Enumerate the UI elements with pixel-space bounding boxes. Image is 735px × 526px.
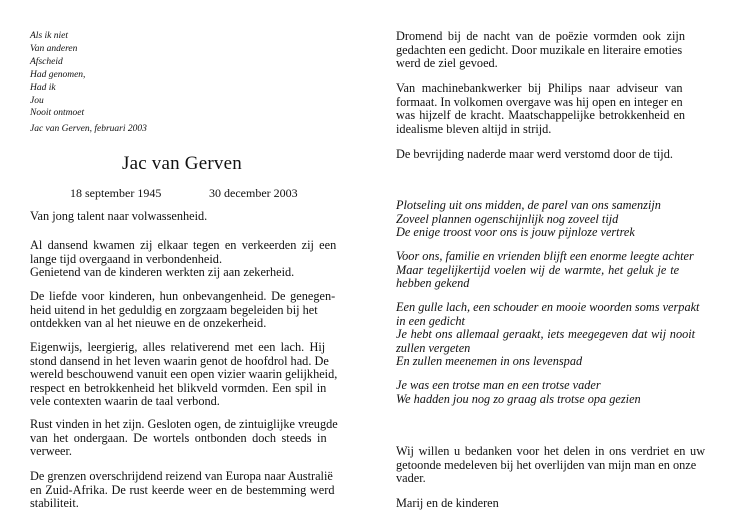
text-line: stond dansend in het leven waarin genot de hoofdrol had. De xyxy=(30,353,329,368)
deceased-name: Jac van Gerven xyxy=(122,153,242,174)
text-line: Van machinebankwerker bij Philips naar adviseur van xyxy=(396,81,683,95)
text-line: ontdekken van al het nieuwe en de onzekerheid. xyxy=(30,316,267,331)
poem-line: Jou xyxy=(30,95,44,106)
left-paragraph-2 xyxy=(30,239,338,280)
right-poem-stanza-4 xyxy=(396,379,700,406)
text-line: De bevrijding naderde maar werd verstomd door de tijd. xyxy=(396,147,673,161)
text-line: Genietend van de kinderen werkten zij aan zekerheid. xyxy=(30,265,295,280)
text-line: getoonde medeleven bij het overlijden van mijn man en onze xyxy=(396,457,697,472)
text-line: respect en betrokkenheid het blikveld vormden. Een spil in xyxy=(30,380,327,395)
text-line: lange tijd overgaand in verbondenheid. xyxy=(30,251,223,266)
poem-author: Jac van Gerven, februari 2003 xyxy=(30,124,147,135)
text-line: stabiliteit. xyxy=(30,496,79,511)
text-line: idealisme bleven altijd in strijd. xyxy=(396,121,552,136)
text-line: gedachten een gedicht. Door muzikale en literaire emoties xyxy=(396,42,683,57)
text-line: De liefde voor kinderen, hun onbevangenheid. De genegen- xyxy=(30,289,336,303)
text-line: Maar tegelijkertijd voelen wij de warmte, het geluk je te xyxy=(396,262,680,277)
left-paragraph-1 xyxy=(30,210,338,224)
text-line: Rust vinden in het zijn. Gesloten ogen, de zintuiglijke vreugde xyxy=(30,417,338,431)
left-paragraph-5 xyxy=(30,418,338,459)
text-line: vele contexten waarin de taal verbond. xyxy=(30,394,220,409)
poem-line: Van anderen xyxy=(30,43,78,54)
text-line: in een gedicht xyxy=(396,313,465,328)
text-line: Je was een trotse man en een trotse vader xyxy=(396,378,601,392)
text-line: Eigenwijs, leergierig, alles relativerend met een lach. Hij xyxy=(30,340,326,354)
text-line: De enige troost voor ons is jouw pijnloze vertrek xyxy=(396,225,635,240)
text-line: Je hebt ons allemaal geraakt, iets meegegeven dat wij nooit xyxy=(396,327,696,342)
right-paragraph-2 xyxy=(396,82,700,136)
right-paragraph-1 xyxy=(396,30,700,71)
text-line: was hijzelf de kracht. Maatschappelijke betrokkenheid en xyxy=(396,108,686,123)
text-line: Al dansend kwamen zij elkaar tegen en verkeerden zij een xyxy=(30,238,337,252)
text-line: Van jong talent naar volwassenheid. xyxy=(30,209,208,223)
text-line: formaat. In volkomen overgave was hij open en integer en xyxy=(396,94,683,109)
text-line: zullen vergeten xyxy=(396,340,471,355)
text-line: Wij willen u bedanken voor het delen in ons verdriet en uw xyxy=(396,444,706,458)
text-line: We hadden jou nog zo graag als trotse opa gezien xyxy=(396,391,641,406)
thanks-paragraph xyxy=(396,444,706,486)
signature-text: Marij en de kinderen xyxy=(396,496,499,510)
text-line: werd de ziel gevoed. xyxy=(396,56,498,71)
text-line: heid uitend in het geduldig en zorgzaam begeleiden bij het xyxy=(30,302,318,317)
text-line: Een gulle lach, een schouder en mooie woorden soms verpakt xyxy=(396,300,700,314)
death-date: 30 december 2003 xyxy=(209,186,298,200)
text-line: Zoveel plannen ogenschijnlijk nog zoveel tijd xyxy=(396,211,619,226)
right-paragraph-3 xyxy=(396,148,700,162)
opening-poem xyxy=(30,30,147,136)
left-paragraph-3 xyxy=(30,290,338,331)
text-line: Voor ons, familie en vrienden blijft een enorme leegte achter xyxy=(396,249,694,263)
text-line: verweer. xyxy=(30,444,72,459)
text-line: vader. xyxy=(396,471,426,486)
text-line: van het ondergaan. De wortels ontbonden doch steeds in xyxy=(30,430,327,445)
left-paragraph-6 xyxy=(30,470,338,511)
poem-line: Had genomen, xyxy=(30,69,86,80)
right-poem-stanza-3 xyxy=(396,301,700,369)
right-poem-stanza-2 xyxy=(396,250,700,291)
left-paragraph-4 xyxy=(30,341,338,409)
text-line: wereld beschouwend vanuit een open vizier waarin gelijkheid, xyxy=(30,367,338,382)
poem-line: Als ik niet xyxy=(30,31,68,41)
poem-line: Had ik xyxy=(30,82,56,93)
text-line: Dromend bij de nacht van de poëzie vormden ook zijn xyxy=(396,29,685,43)
right-poem-stanza-1 xyxy=(396,199,700,240)
signature xyxy=(396,497,700,511)
poem-line: Nooit ontmoet xyxy=(30,108,85,119)
text-line: en Zuid-Afrika. De rust keerde weer en de bestemming werd xyxy=(30,482,335,497)
text-line: Plotseling uit ons midden, de parel van ons samenzijn xyxy=(396,198,661,212)
text-line: En zullen meenemen in ons levenspad xyxy=(396,354,583,369)
text-line: hebben gekend xyxy=(396,276,470,291)
poem-line: Afscheid xyxy=(30,56,63,67)
text-line: De grenzen overschrijdend reizend van Europa naar Australië xyxy=(30,469,333,483)
birth-date: 18 september 1945 xyxy=(70,186,162,200)
